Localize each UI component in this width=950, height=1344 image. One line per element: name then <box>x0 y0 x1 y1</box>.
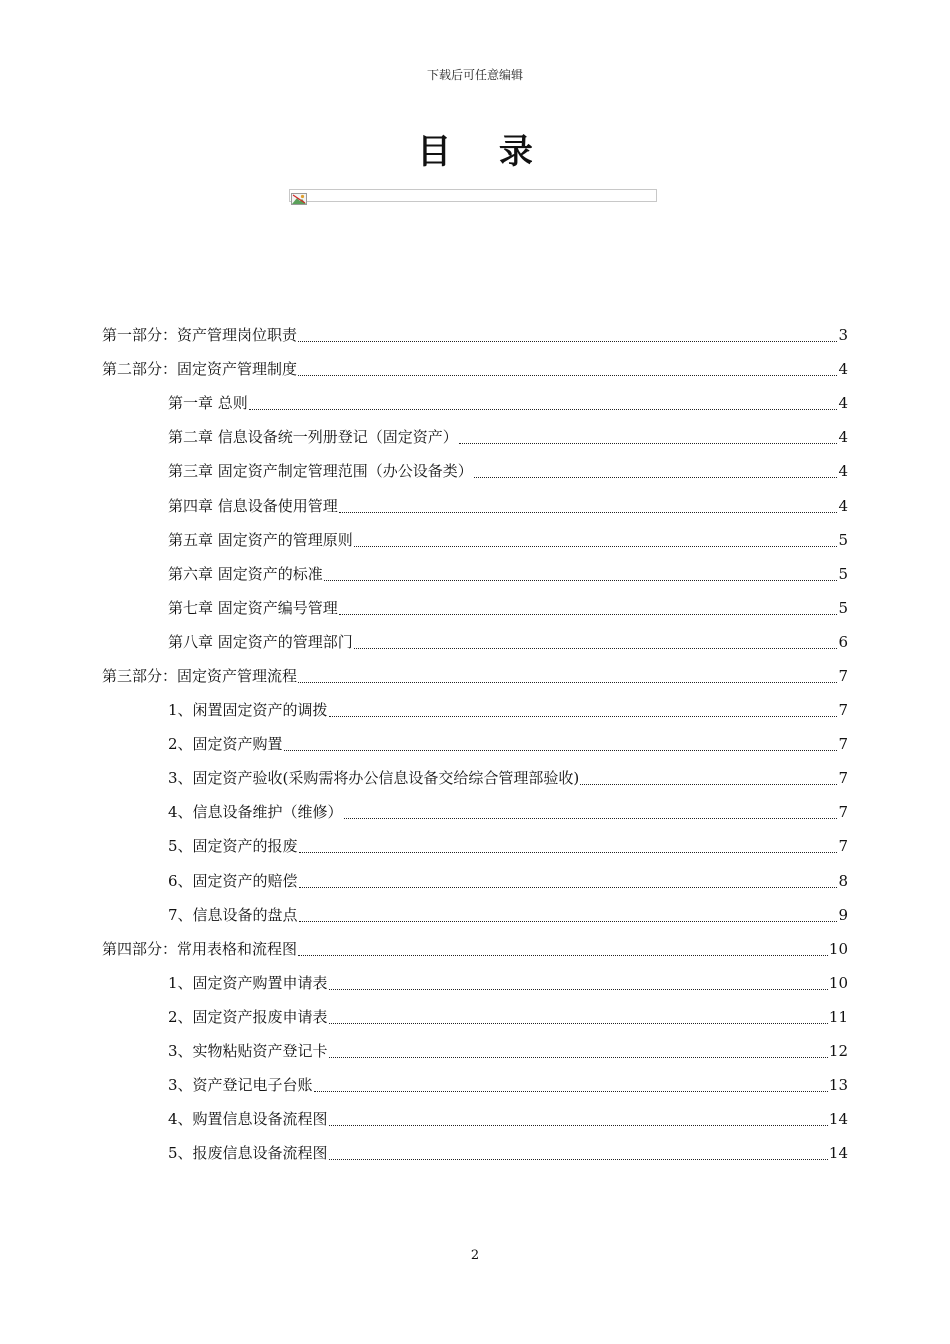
toc-entry-label: 3、固定资产验收(采购需将办公信息设备交给综合管理部验收) <box>168 769 580 788</box>
toc-dot-leader <box>298 374 837 376</box>
toc-entry[interactable] <box>102 1034 848 1068</box>
toc-entry-label: 5、固定资产的报废 <box>168 837 298 856</box>
toc-entry-label: 第二章 信息设备统一列册登记（固定资产） <box>168 428 458 447</box>
toc-entry-page: 13 <box>828 1076 848 1095</box>
toc-entry[interactable] <box>102 1136 848 1170</box>
toc-entry-page: 11 <box>828 1007 848 1026</box>
toc-entry-label: 第一章 总则 <box>168 394 248 413</box>
toc-entry[interactable] <box>102 352 848 386</box>
toc-entry-page: 9 <box>838 905 848 924</box>
toc-entry-label: 3、实物粘贴资产登记卡 <box>168 1042 328 1061</box>
toc-entry[interactable] <box>102 795 848 829</box>
toc-entry[interactable] <box>102 761 848 795</box>
toc-entry[interactable] <box>102 488 848 522</box>
toc-title: 目 录 <box>417 132 551 172</box>
toc-dot-leader <box>580 783 837 785</box>
toc-entry[interactable] <box>102 454 848 488</box>
toc-entry-page: 6 <box>838 632 848 651</box>
toc-entry-page: 8 <box>838 871 848 890</box>
toc-entry-label: 第二部分：固定资产管理制度 <box>102 360 298 379</box>
toc-dot-leader <box>299 920 838 922</box>
toc-entry-page: 7 <box>838 666 848 685</box>
toc-entry[interactable] <box>102 898 848 932</box>
toc-dot-leader <box>314 1090 828 1092</box>
toc-entry[interactable] <box>102 557 848 591</box>
header-note: 下载后可任意编辑 <box>426 68 523 82</box>
toc-entry-page: 5 <box>838 530 848 549</box>
broken-image-placeholder <box>289 189 657 202</box>
toc-entry-label: 第八章 固定资产的管理部门 <box>168 632 353 651</box>
toc-dot-leader <box>339 511 838 513</box>
toc-entry-page: 14 <box>828 1144 848 1163</box>
toc-dot-leader <box>299 851 838 853</box>
toc-entry-label: 7、信息设备的盘点 <box>168 905 298 924</box>
toc-entry-page: 7 <box>838 769 848 788</box>
toc-dot-leader <box>354 647 838 649</box>
toc-entry-page: 3 <box>838 326 848 345</box>
toc-entry-label: 1、闲置固定资产的调拨 <box>168 701 328 720</box>
toc-entry-page: 10 <box>828 939 848 958</box>
toc-entry[interactable] <box>102 693 848 727</box>
toc-entry-page: 5 <box>838 598 848 617</box>
toc-dot-leader <box>344 817 838 819</box>
toc-dot-leader <box>339 613 838 615</box>
toc-entry[interactable] <box>102 829 848 863</box>
toc-entry-label: 1、固定资产购置申请表 <box>168 973 328 992</box>
toc-entry-label: 第一部分：资产管理岗位职责 <box>102 326 298 345</box>
toc-entry-label: 第七章 固定资产编号管理 <box>168 598 338 617</box>
toc-entry-page: 5 <box>838 564 848 583</box>
toc-entry-page: 4 <box>838 496 848 515</box>
toc-entry[interactable] <box>102 625 848 659</box>
toc-entry[interactable] <box>102 932 848 966</box>
toc-entry-label: 2、固定资产报废申请表 <box>168 1007 328 1026</box>
toc-dot-leader <box>329 1022 828 1024</box>
toc-entry-page: 12 <box>828 1042 848 1061</box>
toc-entry-label: 第五章 固定资产的管理原则 <box>168 530 353 549</box>
toc-entry-label: 第三章 固定资产制定管理范围（办公设备类） <box>168 462 473 481</box>
toc-entry-label: 3、资产登记电子台账 <box>168 1076 313 1095</box>
toc-entry-label: 4、购置信息设备流程图 <box>168 1110 328 1129</box>
toc-entry[interactable] <box>102 659 848 693</box>
toc-entry[interactable] <box>102 864 848 898</box>
toc-entry-page: 10 <box>828 973 848 992</box>
toc-entry[interactable] <box>102 1000 848 1034</box>
toc-entry-label: 4、信息设备维护（维修） <box>168 803 343 822</box>
toc-entry-page: 7 <box>838 735 848 754</box>
toc-entry[interactable] <box>102 386 848 420</box>
toc-dot-leader <box>299 886 838 888</box>
toc-dot-leader <box>459 442 838 444</box>
toc-entry-label: 6、固定资产的赔偿 <box>168 871 298 890</box>
toc-entry[interactable] <box>102 318 848 352</box>
toc-dot-leader <box>329 715 838 717</box>
toc-dot-leader <box>354 545 838 547</box>
toc-entry[interactable] <box>102 591 848 625</box>
toc-entry-page: 7 <box>838 701 848 720</box>
toc-entry-label: 2、固定资产购置 <box>168 735 283 754</box>
toc-entry-page: 4 <box>838 428 848 447</box>
toc-entry-label: 第四部分：常用表格和流程图 <box>102 939 298 958</box>
toc-entry-page: 7 <box>838 837 848 856</box>
toc-entry-page: 4 <box>838 462 848 481</box>
toc-dot-leader <box>329 1158 828 1160</box>
page-number: 2 <box>470 1248 480 1263</box>
toc-dot-leader <box>284 749 838 751</box>
table-of-contents <box>102 318 848 1170</box>
toc-dot-leader <box>298 340 837 342</box>
toc-entry-page: 4 <box>838 394 848 413</box>
toc-entry[interactable] <box>102 1102 848 1136</box>
toc-entry[interactable] <box>102 727 848 761</box>
toc-dot-leader <box>329 1124 828 1126</box>
toc-dot-leader <box>324 579 838 581</box>
toc-dot-leader <box>474 476 838 478</box>
toc-entry-label: 5、报废信息设备流程图 <box>168 1144 328 1163</box>
toc-entry-page: 7 <box>838 803 848 822</box>
toc-dot-leader <box>329 1056 828 1058</box>
toc-entry[interactable] <box>102 966 848 1000</box>
toc-entry[interactable] <box>102 420 848 454</box>
broken-image-icon <box>291 190 307 202</box>
toc-entry[interactable] <box>102 1068 848 1102</box>
toc-dot-leader <box>329 988 828 990</box>
toc-dot-leader <box>298 681 837 683</box>
toc-entry-page: 4 <box>838 360 848 379</box>
toc-entry-label: 第六章 固定资产的标准 <box>168 564 323 583</box>
toc-entry-label: 第三部分：固定资产管理流程 <box>102 666 298 685</box>
toc-dot-leader <box>298 954 828 956</box>
toc-entry-page: 14 <box>828 1110 848 1129</box>
toc-dot-leader <box>249 408 838 410</box>
toc-entry[interactable] <box>102 523 848 557</box>
toc-entry-label: 第四章 信息设备使用管理 <box>168 496 338 515</box>
